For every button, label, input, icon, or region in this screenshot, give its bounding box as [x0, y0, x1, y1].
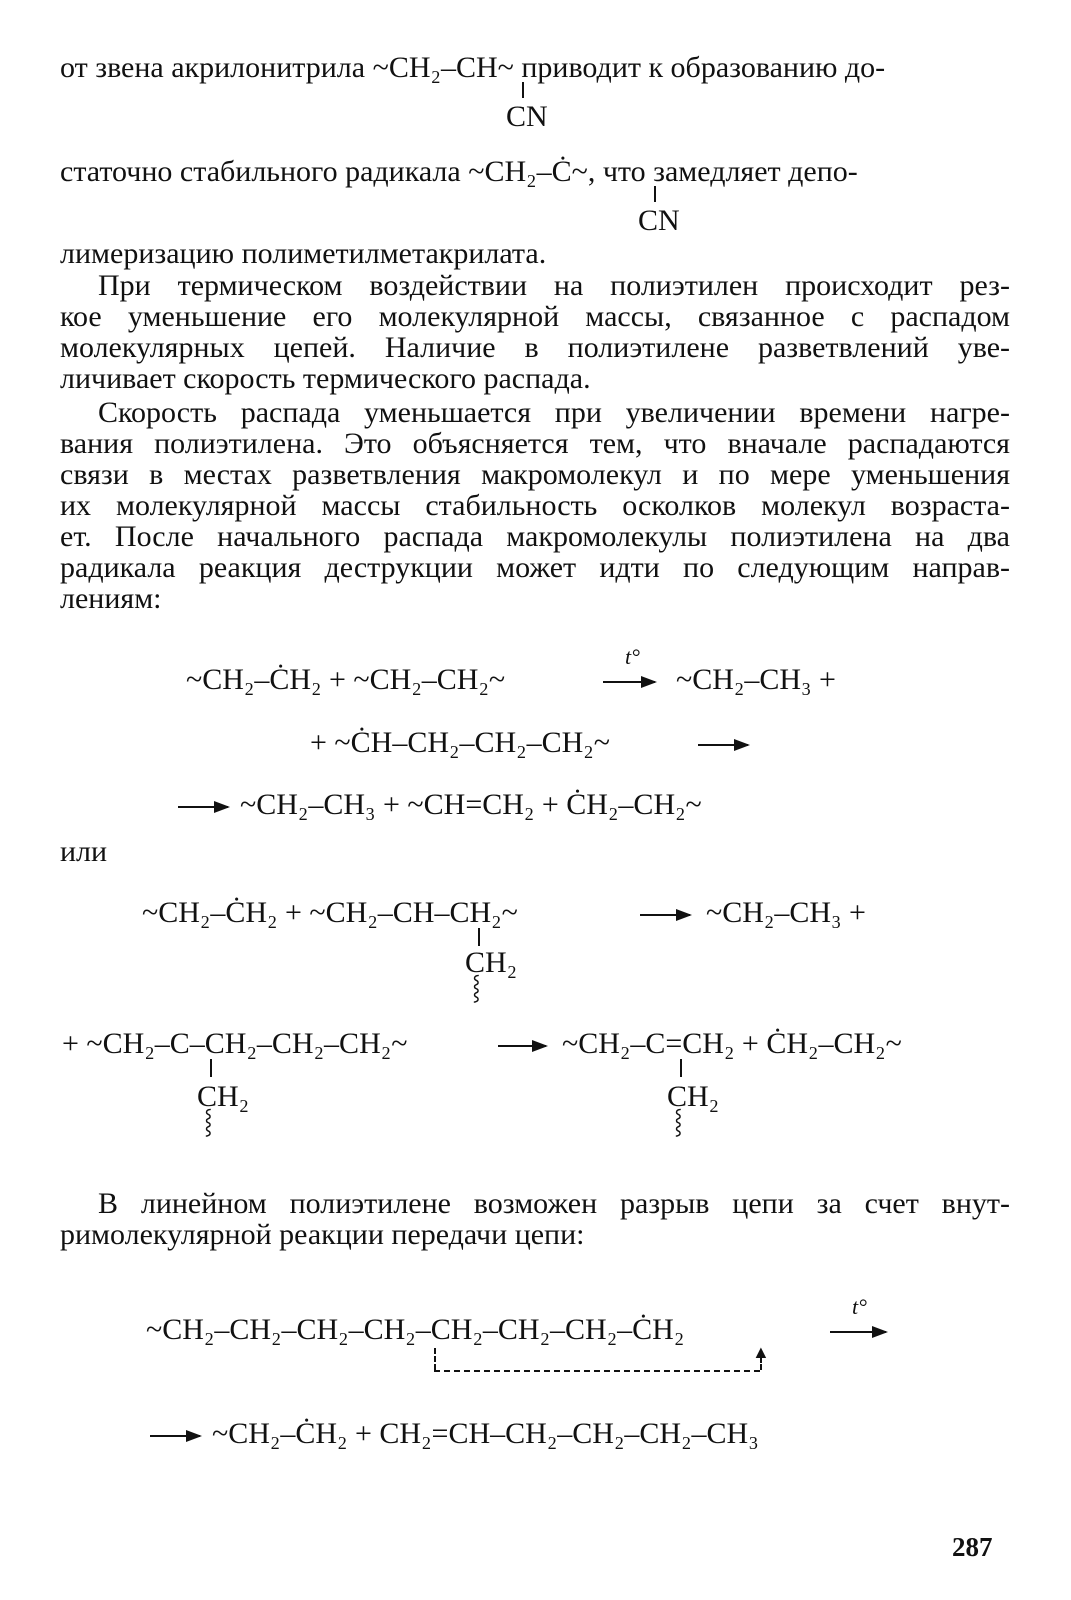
- text-line-1: от звена акрилонитрила ~CH₂–CH~ приводит к образованию до-: [60, 51, 886, 84]
- scheme1-arrow-1: [603, 681, 655, 683]
- rate-line-5: ет. После начального распада макромолекулы полиэтилена на два: [60, 520, 1010, 553]
- scheme3-reactant: ~CH₂–CH₂–CH₂–CH₂–CH₂–CH₂–CH₂–ĊH₂: [146, 1313, 685, 1346]
- scheme2-wavy-2: ⸾: [204, 1109, 213, 1135]
- scheme2-branch-2: CH₂: [197, 1080, 250, 1113]
- rate-line-4: их молекулярной массы стабильность осколков молекул возраста-: [60, 489, 1010, 522]
- scheme3-arrow-2: [150, 1435, 200, 1437]
- scheme1-products: ~CH₂–CH₃ + ~CH=CH₂ + ĊH₂–CH₂~: [240, 788, 702, 821]
- scheme1-temp-label: t°: [625, 644, 640, 669]
- scheme2-products: ~CH₂–C=CH₂ + ĊH₂–CH₂~: [562, 1027, 902, 1060]
- scheme2-arrow-1: [640, 914, 690, 916]
- linear-line-1: В линейном полиэтилене возможен разрыв цепи за счет внут-: [98, 1187, 1010, 1220]
- scheme2-reactants: ~CH₂–ĊH₂ + ~CH₂–CH–CH₂~: [142, 896, 518, 929]
- text-line-2: статочно стабильного радикала ~CH₂–Ċ~, что замедляет депо-: [60, 155, 858, 188]
- scheme2-branch-1: CH₂: [465, 946, 518, 979]
- transfer-dash-bottom: [434, 1370, 760, 1372]
- scheme1-arrow-2: [698, 744, 748, 746]
- rate-line-3: связи в местах разветвления макромолекул и по мере уменьшения: [60, 458, 1010, 491]
- scheme2-wavy-3: ⸾: [674, 1109, 683, 1135]
- pe-line-2: кое уменьшение его молекулярной массы, связанное с распадом: [60, 300, 1010, 333]
- pe-line-3: молекулярных цепей. Наличие в полиэтилене разветвлений уве-: [60, 331, 1010, 364]
- scheme2-branch-3: CH₂: [667, 1080, 720, 1113]
- scheme3-temp-label: t°: [852, 1294, 867, 1319]
- scheme2-wavy-1: ⸾: [472, 975, 481, 1001]
- scheme1-product-1: ~CH₂–CH₃ +: [676, 663, 836, 696]
- bond-line-2: [654, 186, 656, 202]
- scheme1-intermediate: + ~ĊH–CH₂–CH₂–CH₂~: [310, 726, 610, 759]
- text-line-3: лимеризацию полиметилметакрилата.: [60, 237, 547, 270]
- scheme3-products: ~CH₂–ĊH₂ + CH₂=CH–CH₂–CH₂–CH₂–CH₃: [212, 1417, 759, 1450]
- scheme1-arrow-3: [178, 806, 228, 808]
- scheme1-reactants: ~CH₂–ĊH₂ + ~CH₂–CH₂~: [186, 663, 506, 696]
- rate-line-6: радикала реакция деструкции может идти по следующим направ-: [60, 551, 1010, 584]
- rate-line-2: вания полиэтилена. Это объясняется тем, что вначале распадаются: [60, 427, 1010, 460]
- transfer-dash-left: [434, 1348, 436, 1370]
- linear-line-2: римолекулярной реакции передачи цепи:: [60, 1218, 585, 1251]
- bond-line-1: [522, 82, 524, 98]
- scheme2-arrow-2: [498, 1045, 546, 1047]
- pe-line-4: личивает скорость термического распада.: [60, 362, 591, 395]
- or-word: или: [60, 835, 108, 868]
- page-number: 287: [952, 1532, 993, 1562]
- scheme2-bond-1: [478, 928, 480, 946]
- scheme2-bond-3: [680, 1059, 682, 1077]
- scheme2-intermediate: + ~CH₂–C–CH₂–CH₂–CH₂~: [62, 1027, 408, 1060]
- cn-label-1: CN: [506, 100, 548, 133]
- transfer-arrow-head: ▲: [752, 1342, 770, 1362]
- pe-line-1: При термическом воздействии на полиэтилен происходит рез-: [98, 269, 1010, 302]
- scheme2-bond-2: [210, 1059, 212, 1077]
- scheme3-arrow-1: [830, 1331, 886, 1333]
- rate-line-1: Скорость распада уменьшается при увеличении времени нагре-: [98, 396, 1010, 429]
- rate-line-7: лениям:: [60, 582, 162, 615]
- cn-label-2: CN: [638, 204, 680, 237]
- scheme2-product-1: ~CH₂–CH₃ +: [706, 896, 866, 929]
